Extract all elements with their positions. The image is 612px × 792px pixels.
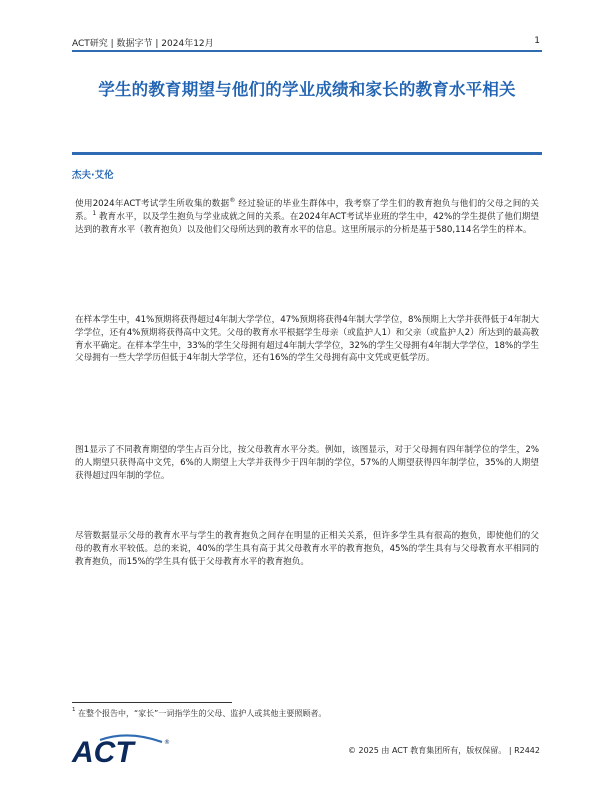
paragraph-figure-description: 图1显示了不同教育期望的学生占百分比，按父母教育水平分类。例如，该图显示，对于父母拥有四年制学位的学生，2%的人期望只获得高中文凭，6%的人期望上大学并获得少于四年制的学位，57%的人期望获得四年制学位，35%的人期望获得超过四年制的学位。 [75,445,539,481]
footnote-reference[interactable]: 1 [92,209,97,217]
act-logo [70,732,180,768]
footnote-text: 在整个报告中，“家长”一词指学生的父母、监护人或其他主要照顾者。 [75,709,327,718]
footnote [72,708,326,719]
footnote-divider [72,702,232,703]
running-head: ACT研究 | 数据字节 | 2024年12月 [72,39,214,49]
copyright-notice: © 2025 由 ACT 教育集团所有，版权保留。 | R2442 [347,746,540,755]
footnote-marker: 1 [72,707,76,713]
paragraph-sample: 在样本学生中，41%预期将获得超过4年制大学学位，47%预期将获得4年制大学学位，8%预期上大学并获得低于4年制大学学位，还有4%预期将获得高中文凭。父母的教育水平根据学生母亲（或监护人1）和父亲（或监护人2）所达到的最高教育水平确定。在样本学生中，33%的学生父母拥有超过4年制大学学位，32%的学生父母拥有4年制大学学位，18%的学生父母拥有一些大学学历但低于4年制大学学位，还有16%的学生父母拥有高中文凭或更低学历。 [75,315,539,364]
paragraph-intro-start: 使用2024年ACT考试学生所收集的数据 [75,199,230,209]
paragraph-conclusion: 尽管数据显示父母的教育水平与学生的教育抱负之间存在明显的正相关关系，但许多学生具有很高的抱负，即使他们的父母的教育水平较低。总的来说，40%的学生具有高于其父母教育水平的教育抱负，45%的学生具有与父母教育水平相同的教育抱负，而15%的学生具有低于父母教育水平的教育抱负。 [75,531,539,567]
page-number: 1 [534,36,540,46]
act-logo-registered-mark: ® [164,739,170,746]
author-name: 杰夫·艾伦 [72,170,114,181]
title-rule [72,152,542,155]
paragraph-intro-end: 教育水平，以及学生抱负与学业成就之间的关系。在2024年ACT考试毕业班的学生中，42%的学生提供了他们期望达到的教育水平（教育抱负）以及他们父母所达到的教育水平的信息。这里所展示的分析是基于580,114名学生的样本。 [75,211,539,235]
paragraph-intro-mid: 经过验证的毕业生群体中，我考察了学生们的教育抱负与他们的父母之间的关系。 [75,199,540,222]
registered-mark: ® [229,197,236,204]
act-logo-text: ACT [72,736,134,768]
page-title: 学生的教育期望与他们的学业成绩和家长的教育水平相关 [98,80,516,99]
header-rule [72,50,542,52]
paragraph-intro [75,198,539,236]
